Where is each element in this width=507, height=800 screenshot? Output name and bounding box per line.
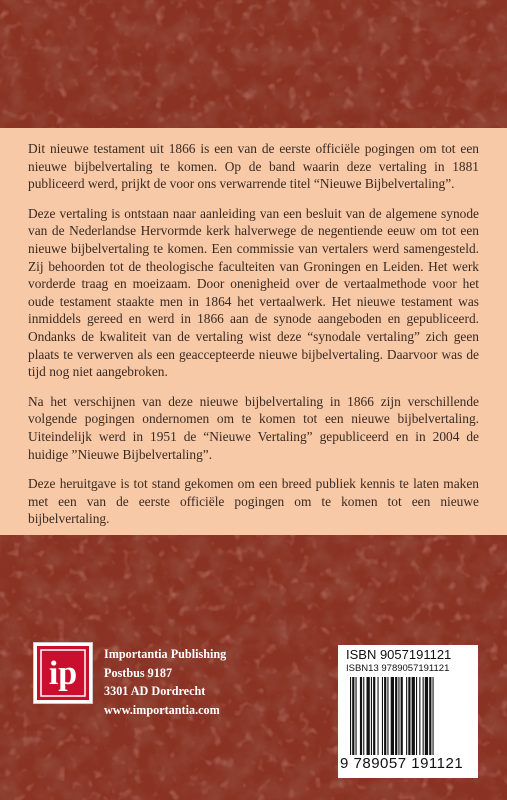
publisher-logo — [34, 643, 92, 703]
barcode-bar — [378, 677, 379, 755]
description-panel — [0, 128, 507, 535]
barcode-bar — [387, 677, 388, 755]
ip-logo-icon — [37, 646, 89, 700]
barcode-bar — [425, 677, 428, 755]
barcode-bar — [395, 677, 397, 755]
barcode-bar — [401, 677, 403, 755]
barcode-bar — [419, 677, 420, 755]
barcode-bar — [408, 677, 410, 755]
barcode-bar — [423, 677, 424, 755]
barcode-bar — [412, 677, 415, 755]
description-paragraph-3: Na het verschijnen van deze nieuwe bijbelvertaling in 1866 zijn verschillende volgende pogingen ondernomen om te komen tot een nieuwe bijbelvertaling. Uiteindelijk werd in 1951 de “Nieuwe Vertaling” gepubliceerd en in 2004 de huidige ”Nieuwe Bijbelvertaling”. — [28, 393, 479, 462]
publisher-info — [104, 645, 226, 719]
leather-texture-top — [0, 0, 507, 128]
isbn-barcode — [338, 645, 478, 778]
isbn-10: ISBN 9057191121 — [346, 647, 452, 662]
barcode-bar — [350, 677, 351, 755]
barcode-bars — [350, 677, 468, 755]
barcode-bar — [433, 677, 434, 755]
barcode-bar — [352, 677, 354, 755]
barcode-digits: 9 789057 191121 — [340, 755, 464, 772]
description-paragraph-2: Deze vertaling is ontstaan naar aanleiding van een besluit van de algemene synode van de Nederlandse Hervormde kerk halverwege de negentiende eeuw om tot een nieuwe bijbelvertaling te komen. Een commissie van vertalers werd samengesteld. Zij behoorden tot de theologische faculteiten van Groningen en Leiden. Het werk vorderde traag en moeizaam. Door onenigheid over de vertaalmethode voor het oude testament staakte men in 1864 het vertaalwerk. Het nieuwe testament was inmiddels gereed en werd in 1866 aan de synode aangeboden en gepubliceerd. Ondanks de kwaliteit van de vertaling wist deze “synodale vertaling” zich geen plaats te verwerven als een geaccepteerde nieuwe bijbelvertaling. Daarvoor was de tijd nog niet aangebroken. — [28, 205, 479, 380]
barcode-bar — [391, 677, 394, 755]
description-paragraph-1: Dit nieuwe testament uit 1866 is een van de eerste officiële pogingen om tot een nieuwe bijbelvertaling te komen. Op de band waarin deze vertaling in 1881 publiceerd werd, prijkt de voor ons verwarrende titel “Nieuwe Bijbelvertaling”. — [28, 141, 479, 192]
logo-text: ip — [48, 655, 78, 692]
barcode-bar — [371, 677, 372, 755]
barcode-bar — [406, 677, 407, 755]
barcode-bar — [360, 677, 362, 755]
isbn-13: ISBN13 9789057191121 — [346, 663, 450, 674]
description-paragraph-4: Deze heruitgave is tot stand gekomen om een breed publiek kennis te laten maken met een van de eerste officiële pogingen om te komen tot een nieuwe bijbelvertaling. — [28, 476, 479, 527]
barcode-bar — [429, 677, 431, 755]
barcode-bar — [363, 677, 364, 755]
barcode-bar — [373, 677, 375, 755]
publisher-address-2: 3301 AD Dordrecht — [104, 684, 206, 699]
publisher-website: www.importantia.com — [104, 702, 220, 717]
barcode-bar — [416, 677, 417, 755]
barcode-bar — [384, 677, 386, 755]
barcode-bar — [356, 677, 357, 755]
barcode-bar — [367, 677, 370, 755]
publisher-address-1: Postbus 9187 — [104, 665, 173, 680]
barcode-bar — [398, 677, 399, 755]
barcode-bar — [382, 677, 383, 755]
publisher-name: Importantia Publishing — [104, 647, 227, 661]
